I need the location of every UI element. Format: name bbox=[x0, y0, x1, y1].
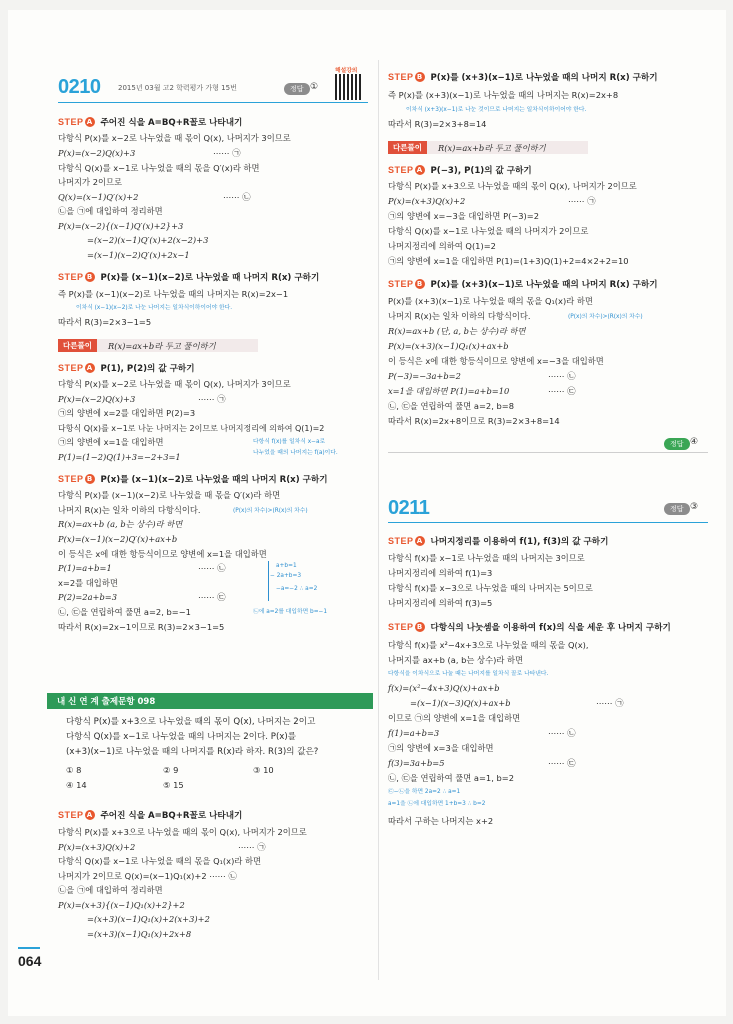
note: (P(x)의 차수)>(R(x)의 차수) bbox=[568, 314, 643, 320]
note: 이차식 (x+3)(x−1)로 나눈 것이므로 나머지는 일차식이하이어야 한다. bbox=[406, 107, 587, 113]
option-3[interactable]: ③ 10 bbox=[253, 765, 274, 775]
text-line: 나머지정리에 의하여 f(3)=5 bbox=[388, 598, 493, 608]
equation: f(3)=3a+b=5 bbox=[388, 758, 445, 768]
text-line: x=2를 대입하면 bbox=[58, 578, 118, 588]
answer-value: ① bbox=[310, 82, 319, 92]
equation-ref: ⋯⋯ ㉠ bbox=[568, 196, 596, 206]
note: 이차식 (x−1)(x−2)로 나눈 나머지는 일차식이하이어야 한다. bbox=[76, 305, 233, 311]
text-line: 즉 P(x)를 (x+3)(x−1)로 나누었을 때의 나머지는 R(x)=2x+8 bbox=[388, 90, 619, 100]
equation: =(x−1)(x−3)Q(x)+ax+b bbox=[410, 698, 511, 708]
equation: P(x)=(x−1)(x−2)Q′(x)+ax+b bbox=[58, 534, 178, 544]
option-2[interactable]: ② 9 bbox=[163, 765, 179, 775]
text-line: 이므로 ㉠의 양변에 x=1을 대입하면 bbox=[388, 713, 521, 723]
related-problem-title: 내 신 연 계 출제문항 098 bbox=[57, 697, 156, 707]
calc-line: a+b=1 bbox=[276, 563, 297, 569]
equation: P(x)=(x+3){(x−1)Q₁(x)+2}+2 bbox=[58, 900, 185, 910]
text-line: ㉠의 양변에 x=1을 대입하면 P(1)=(1+3)Q(1)+2=4×2+2=10 bbox=[388, 256, 629, 266]
text-line: 나머지 R(x)는 일차 이하의 다항식이다. bbox=[58, 505, 201, 515]
page bbox=[8, 10, 726, 1016]
text-line: 다항식 Q(x)를 x−1로 나누었을 때의 나머지가 2이므로 bbox=[388, 226, 589, 236]
calc-line: − 2a+b=3 bbox=[270, 573, 302, 579]
step-b-heading: STEP B 다항식의 나눗셈을 이용하여 f(x)의 식을 세운 후 나머지 구하기 bbox=[388, 622, 671, 633]
qr-code-icon[interactable] bbox=[335, 74, 361, 100]
equation: P(1)=a+b=1 bbox=[58, 563, 112, 573]
divider bbox=[388, 452, 708, 453]
text-line: 다항식 P(x)를 x+3으로 나누었을 때의 몫이 Q(x), 나머지가 2이므로 bbox=[58, 827, 307, 837]
equation: P(x)=(x+3)Q(x)+2 bbox=[58, 842, 136, 852]
text-line: 따라서 구하는 나머지는 x+2 bbox=[388, 816, 494, 826]
equation: P(x)=(x−2){(x−1)Q′(x)+2}+3 bbox=[58, 221, 184, 231]
question-line: (x+3)(x−1)로 나누었을 때의 나머지를 R(x)라 하자. R(3)의 값은? bbox=[66, 747, 319, 757]
text-line: ㉠의 양변에 x=1을 대입하면 bbox=[58, 437, 164, 447]
text-line: ㉡, ㉢을 연립하여 풀면 a=1, b=2 bbox=[388, 773, 514, 783]
problem-number-0211: 0211 bbox=[388, 497, 430, 519]
equation-ref: ⋯⋯ ㉡ bbox=[198, 563, 226, 573]
text-line: ㉠의 양변에 x=3을 대입하면 bbox=[388, 743, 494, 753]
text-line: 다항식 P(x)를 x+3으로 나누었을 때의 몫이 Q(x), 나머지가 2이므로 bbox=[388, 181, 637, 191]
equation: =(x−1)(x−2)Q′(x)+2x−1 bbox=[87, 250, 190, 260]
related-problem-header bbox=[47, 693, 373, 709]
text-line: 즉 P(x)를 (x−1)(x−2)로 나누었을 때의 나머지는 R(x)=2x−1 bbox=[58, 289, 289, 299]
equation: x=1을 대입하면 P(1)=a+b=10 bbox=[388, 386, 510, 396]
divider bbox=[58, 102, 368, 103]
text-line: 나머지를 ax+b (a, b는 상수)라 하면 bbox=[388, 655, 524, 665]
answer-badge: 정답 bbox=[664, 503, 690, 515]
page-number: 064 bbox=[18, 953, 42, 969]
step-b-heading: STEP B P(x)를 (x−1)(x−2)로 나누었을 때의 나머지 R(x) 구하기 bbox=[58, 474, 328, 485]
equation-ref: ⋯⋯ ㉢ bbox=[548, 758, 576, 768]
text-line: ㉡, ㉢을 연립하여 풀면 a=2, b=−1 bbox=[58, 607, 191, 617]
equation-ref: ⋯⋯ ㉢ bbox=[198, 592, 226, 602]
column-divider bbox=[378, 60, 379, 980]
text-line: 다항식 f(x)를 x²−4x+3으로 나누었을 때의 몫을 Q(x), bbox=[388, 640, 589, 650]
option-1[interactable]: ① 8 bbox=[66, 765, 82, 775]
alt-solution-label: 다른풀이 bbox=[388, 141, 427, 154]
divider bbox=[388, 522, 708, 523]
equation-ref: ⋯⋯ ㉠ bbox=[198, 394, 226, 404]
text-line: 이 등식은 x에 대한 항등식이므로 양변에 x=−3을 대입하면 bbox=[388, 356, 604, 366]
page-number-line bbox=[18, 947, 40, 949]
step-a-heading: STEP A 주어진 식을 A=BQ+R꼴로 나타내기 bbox=[58, 117, 243, 128]
equation: P(x)=(x−2)Q(x)+3 bbox=[58, 148, 136, 158]
text-line: 따라서 R(x)=2x+8이므로 R(3)=2×3+8=14 bbox=[388, 416, 560, 426]
step-a-heading: STEP A 주어진 식을 A=BQ+R꼴로 나타내기 bbox=[58, 810, 243, 821]
answer-badge: 정답 bbox=[664, 438, 690, 450]
step-b-heading: STEP B P(x)를 (x+3)(x−1)로 나누었을 때의 나머지 R(x) 구하기 bbox=[388, 279, 658, 290]
equation-ref: ⋯⋯ ㉠ bbox=[596, 698, 624, 708]
equation: P(2)=2a+b=3 bbox=[58, 592, 118, 602]
equation: R(x)=ax+b (a, b는 상수)라 하면 bbox=[58, 519, 183, 529]
note: ㉡에 a=2를 대입하면 b=−1 bbox=[253, 609, 328, 615]
alt-solution-text: R(x)=ax+b라 두고 풀이하기 bbox=[438, 143, 546, 153]
answer-value: ③ bbox=[690, 502, 699, 512]
equation: P(x)=(x+3)Q(x)+2 bbox=[388, 196, 466, 206]
note: 다항식을 이차식으로 나눌 때는 나머지를 일차식 꼴로 나타낸다. bbox=[388, 671, 549, 677]
equation: =(x+3)(x−1)Q₁(x)+2(x+3)+2 bbox=[87, 914, 210, 924]
text-line: 다항식 Q(x)를 x−1로 나눈 나머지는 2이므로 나머지정리에 의하여 Q(1)=2 bbox=[58, 424, 325, 433]
text-line: 따라서 R(x)=2x−1이므로 R(3)=2×3−1=5 bbox=[58, 622, 225, 632]
alt-solution-text: R(x)=ax+b라 두고 풀이하기 bbox=[108, 341, 216, 351]
note: 다항식 f(x)를 일차식 x−a로 bbox=[253, 439, 326, 445]
equation: f(x)=(x²−4x+3)Q(x)+ax+b bbox=[388, 683, 500, 693]
note: (P(x)의 차수)>(R(x)의 차수) bbox=[233, 508, 308, 514]
equation: =(x−2)(x−1)Q′(x)+2(x−2)+3 bbox=[87, 235, 209, 245]
lecture-label: 해설강의 bbox=[335, 68, 358, 74]
text-line: 나머지정리에 의하여 Q(1)=2 bbox=[388, 241, 496, 251]
option-4[interactable]: ④ 14 bbox=[66, 780, 87, 790]
calc-line: −a=−2 ∴ a=2 bbox=[276, 586, 318, 592]
alt-solution-label: 다른풀이 bbox=[58, 339, 97, 352]
text-line: 다항식 P(x)를 x−2로 나누었을 때 몫이 Q(x), 나머지가 3이므로 bbox=[58, 379, 291, 389]
text-line: 다항식 f(x)를 x−3으로 나누었을 때의 나머지는 5이므로 bbox=[388, 583, 593, 593]
equation: =(x+3)(x−1)Q₁(x)+2x+8 bbox=[87, 929, 192, 939]
text-line: ㉠의 양변에 x=2를 대입하면 P(2)=3 bbox=[58, 408, 196, 418]
text-line: 다항식 f(x)를 x−1로 나누었을 때의 나머지는 3이므로 bbox=[388, 553, 585, 563]
text-line: 이 등식은 x에 대한 항등식이므로 양변에 x=1을 대입하면 bbox=[58, 549, 267, 559]
text-line: 다항식 P(x)를 (x−1)(x−2)로 나누었을 때 몫을 Q′(x)라 하면 bbox=[58, 490, 281, 500]
text-line: ㉡, ㉢을 연립하여 풀면 a=2, b=8 bbox=[388, 401, 514, 411]
equation-ref: ⋯⋯ ㉢ bbox=[548, 386, 576, 396]
option-5[interactable]: ⑤ 15 bbox=[163, 780, 184, 790]
text-line: ㉠의 양변에 x=−3을 대입하면 P(−3)=2 bbox=[388, 211, 540, 221]
answer-badge: 정답 bbox=[284, 83, 310, 95]
text-line: 다항식 Q(x)를 x−1로 나누었을 때의 몫을 Q′(x)라 하면 bbox=[58, 163, 260, 173]
answer-value: ④ bbox=[690, 437, 699, 447]
equation: P(x)=(x+3)(x−1)Q₁(x)+ax+b bbox=[388, 341, 509, 351]
text-line: 다항식 P(x)를 x−2로 나누었을 때 몫이 Q(x), 나머지가 3이므로 bbox=[58, 133, 291, 143]
step-a-heading: STEP A P(1), P(2)의 값 구하기 bbox=[58, 363, 195, 374]
equation: P(1)=(1−2)Q(1)+3=−2+3=1 bbox=[58, 452, 181, 462]
text-line: 다항식 Q(x)를 x−1로 나누었을 때의 몫을 Q₁(x)라 하면 bbox=[58, 856, 261, 866]
text-line: P(x)를 (x+3)(x−1)로 나누었을 때의 몫을 Q₁(x)라 하면 bbox=[388, 296, 593, 306]
step-a-heading: STEP A 나머지정리를 이용하여 f(1), f(3)의 값 구하기 bbox=[388, 536, 609, 547]
text-line: 따라서 R(3)=2×3−1=5 bbox=[58, 317, 152, 327]
equation-ref: ⋯⋯ ㉠ bbox=[213, 148, 241, 158]
note: a=1을 ㉡에 대입하면 1+b=3 ∴ b=2 bbox=[388, 801, 486, 807]
note: 나누었을 때의 나머지는 f(a)이다. bbox=[253, 450, 338, 456]
text-line: 따라서 R(3)=2×3+8=14 bbox=[388, 119, 487, 129]
text-line: 나머지정리에 의하여 f(1)=3 bbox=[388, 568, 493, 578]
step-b-heading: STEP B P(x)를 (x+3)(x−1)로 나누었을 때의 나머지 R(x) 구하기 bbox=[388, 72, 658, 83]
text-line: ㉡을 ㉠에 대입하여 정리하면 bbox=[58, 206, 163, 216]
step-b-heading: STEP B P(x)를 (x−1)(x−2)로 나누었을 때 나머지 R(x) 구하기 bbox=[58, 272, 320, 283]
question-line: 다항식 P(x)를 x+3으로 나누었을 때의 몫이 Q(x), 나머지는 2이고 bbox=[66, 717, 316, 727]
alt-solution-bar bbox=[388, 141, 588, 154]
equation: f(1)=a+b=3 bbox=[388, 728, 440, 738]
equation: R(x)=ax+b (단, a, b는 상수)라 하면 bbox=[388, 326, 526, 336]
alt-solution-bar bbox=[58, 339, 258, 352]
equation: P(x)=(x−2)Q(x)+3 bbox=[58, 394, 136, 404]
calc-bracket bbox=[268, 561, 269, 601]
question-line: 다항식 Q(x)를 x−1로 나누었을 때의 나머지는 2이다. P(x)를 bbox=[66, 732, 297, 742]
text-line: 나머지 R(x)는 일차 이하의 다항식이다. bbox=[388, 311, 531, 321]
problem-source: 2015년 03월 고2 학력평가 가형 15번 bbox=[118, 84, 237, 92]
equation-ref: ⋯⋯ ㉡ bbox=[548, 728, 576, 738]
text-line: ㉡을 ㉠에 대입하여 정리하면 bbox=[58, 885, 163, 895]
equation: P(−3)=−3a+b=2 bbox=[388, 371, 461, 381]
equation-ref: ⋯⋯ ㉡ bbox=[223, 192, 251, 202]
equation-ref: ⋯⋯ ㉡ bbox=[548, 371, 576, 381]
text-line: 나머지가 2이므로 Q(x)=(x−1)Q₁(x)+2 ⋯⋯ ㉡ bbox=[58, 871, 237, 881]
step-a-heading: STEP A P(−3), P(1)의 값 구하기 bbox=[388, 165, 532, 176]
equation-ref: ⋯⋯ ㉠ bbox=[238, 842, 266, 852]
equation: Q(x)=(x−1)Q′(x)+2 bbox=[58, 192, 139, 202]
problem-number-0210: 0210 bbox=[58, 76, 101, 98]
text-line: 나머지가 2이므로 bbox=[58, 177, 123, 187]
note: ㉢−㉡을 하면 2a=2 ∴ a=1 bbox=[388, 789, 461, 795]
